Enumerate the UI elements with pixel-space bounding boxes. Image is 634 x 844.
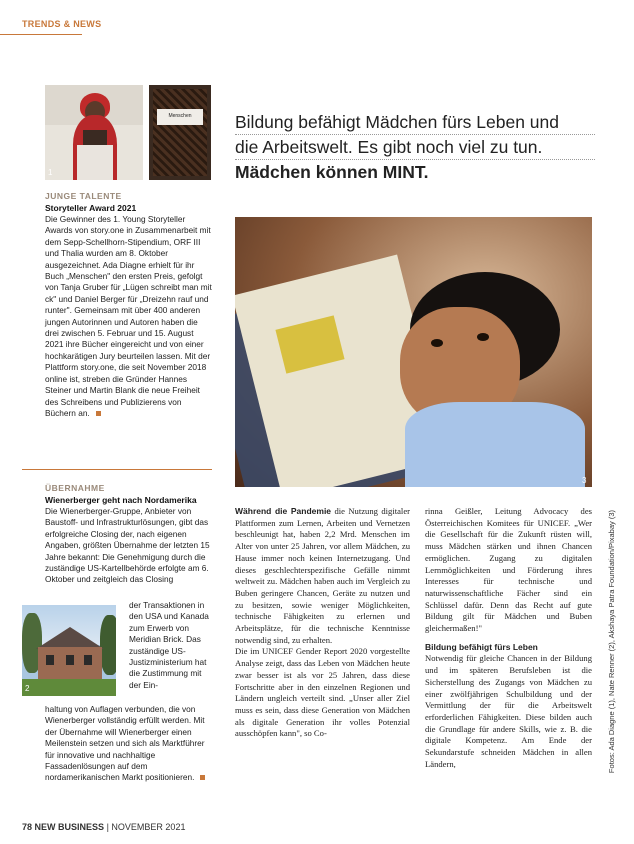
magazine-name: NEW BUSINESS: [34, 822, 105, 832]
section-label: TRENDS & NEWS: [22, 19, 102, 29]
article-para-3: rinna Geißler, Leitung Advocacy des Österreichischen Komitees für UNICEF. „Wer die Gesellschaft für die Zukunft rüsten will, muss Mädchen stärken und ihnen Chancen ermöglichen. Zugang zu digitalen Lernmöglichkeiten und Förderung ihres Interesses für technische und naturwissenschaftliche Fächer sind ein Schlüssel dafür. Denn das Recht auf gute Bildung gilt für Mädchen und Buben gleichermaßen!": [425, 506, 592, 634]
book-title: Menschen: [168, 113, 192, 119]
headline-bold: Mädchen können MINT.: [235, 162, 429, 182]
footer: [22, 822, 185, 832]
article-para-4: Notwendig für gleiche Chancen in der Bildung und im späteren Berufsleben ist die Sicherstellung des Zugangs von Mädchen zu einer zwölfjährigen Schulbildung und der Vermittlung der für die Arbeitswelt erforderlichen Fähigkeiten. Diese bilden auch die Grundlage für andere Skills, wie z. B. die digitale Kompetenz. Am Ende der Sekundarstufe schneiden Mädchen in allen Ländern,: [425, 653, 592, 769]
photo-number-2: 2: [25, 684, 30, 693]
storyteller-award-heading: Storyteller Award 2021: [45, 203, 137, 213]
headline-line-1: Bildung befähigt Mädchen fürs Leben und: [235, 110, 595, 135]
section-rule: [0, 34, 82, 35]
article-column-2: [425, 506, 592, 770]
photo-house: [22, 605, 116, 696]
page-number: 78: [22, 822, 33, 832]
end-marker: [200, 775, 205, 780]
end-marker: [96, 411, 101, 416]
category-junge-talente: JUNGE TALENTE: [45, 191, 122, 201]
storyteller-award-body: [45, 214, 213, 419]
article-para-2: Die im UNICEF Gender Report 2020 vorgestellte Analyse zeigt, dass das Leben von Mädchen heute zwar besser ist als vor 25 Jahren, dass diese Fortschritte aber in den einzelnen Regionen und Ländern ungleich verteilt sind. „Unser aller Ziel muss es sein, dass diese Generation von Mädchen als digitale Generation ihr volles Potenzial ausschöpfen kann", so Co-: [235, 646, 410, 739]
photo-credits: Fotos: Ada Diagne (1), Nate Renner (2), Akshaya Patra Foundation/Pixabay (3): [607, 510, 616, 774]
headline: [235, 110, 595, 184]
wienerberger-heading: Wienerberger geht nach Nordamerika: [45, 495, 197, 505]
category-uebernahme: ÜBERNAHME: [45, 483, 105, 493]
article-para-1: die Nutzung digitaler Plattformen zum Lernen, Arbeiten und Vernetzen beschleunigt hat, haben 2,2 Mrd. Menschen im Alter von unter 25 Jahren, vor allem Mädchen, zu Hause immer noch keinen Internetzugang. Und dieses geschlechterspezifische Gefälle nimmt weltweit zu. Mädchen haben auch im Vergleich zu Buben geringere Chancen, Geräte zu nutzen und zu besitzen, sowie weniger Möglichkeiten, technische Fähigkeiten zu erlernen und Arbeitsplätze, für die technische Kenntnisse notwendig sind, zu erhalten.: [235, 506, 410, 645]
wienerberger-text: haltung von Auflagen verbunden, die von Wienerberger vollständig erfüllt werden. Mit der Übernahme will Wienerberger einen Meilenstein setzen und sich als Marktführer für innovative und nachhaltige Fassadenlösungen auf dem nordamerikanischen Markt positionieren.: [45, 704, 205, 783]
footer-separator: |: [106, 822, 109, 832]
book-cover: [149, 85, 211, 180]
article-column-1: [235, 506, 410, 740]
wienerberger-body-top: Die Wienerberger-Gruppe, Anbieter von Baustoff- und Infrastrukturlösungen, gibt das erfolgreiche Closing der, nach eigenen Angaben, größten Übernahme der letzten 15 Jahre bekannt: Die Genehmigung durch die zuständige US-Kartellbehörde erfolgte am 6. Oktober und zeitgleich das Closing: [45, 506, 210, 585]
divider: [22, 469, 212, 470]
article-lead: Während die Pandemie: [235, 506, 332, 516]
article-subhead: Bildung befähigt fürs Leben: [425, 641, 538, 652]
photo-number-3: 3: [582, 476, 587, 485]
storyteller-award-text: Die Gewinner des 1. Young Storyteller Awards von story.one in Zusammenarbeit mit dem Sepp-Schellhorn-Stipendium, ORF III und Thalia wurden am 8. Oktober ausgezeichnet. Ada Diagne erhielt für ihr Buch „Menschen" den ersten Preis, gefolgt von Tanja Gruber für „Lügen schreibt man mit ck" und Daniel Berger für „Dreizehn rauf und runter". Gemeinsam mit über 400 anderen jungen Autorinnen und Autoren haben die drei zwischen 5. Februar und 15. August 2021 ihre Bücher eingereicht und von einer hochkarätigen Jury beurteilen lassen. Mit der Plattform story.one, die seit November 2018 online ist, streben die Gründer Hannes Steiner und Martin Blank die neue Freiheit des Schreibens und Publizierens von Büchern an.: [45, 214, 212, 418]
photo-portrait: [45, 85, 143, 180]
photo-number-1: 1: [48, 168, 53, 177]
wienerberger-body-wrap: der Transaktionen in den USA und Kanada zum Erwerb von Meridian Brick. Das zuständige US-Justizministerium hat die Zustimmung mit der Ein-: [129, 600, 209, 690]
photo-girl-reading: [235, 217, 592, 487]
headline-line-2: die Arbeitswelt. Es gibt noch viel zu tun.: [235, 135, 595, 160]
issue-date: NOVEMBER 2021: [111, 822, 186, 832]
wienerberger-body-bottom: [45, 704, 213, 784]
